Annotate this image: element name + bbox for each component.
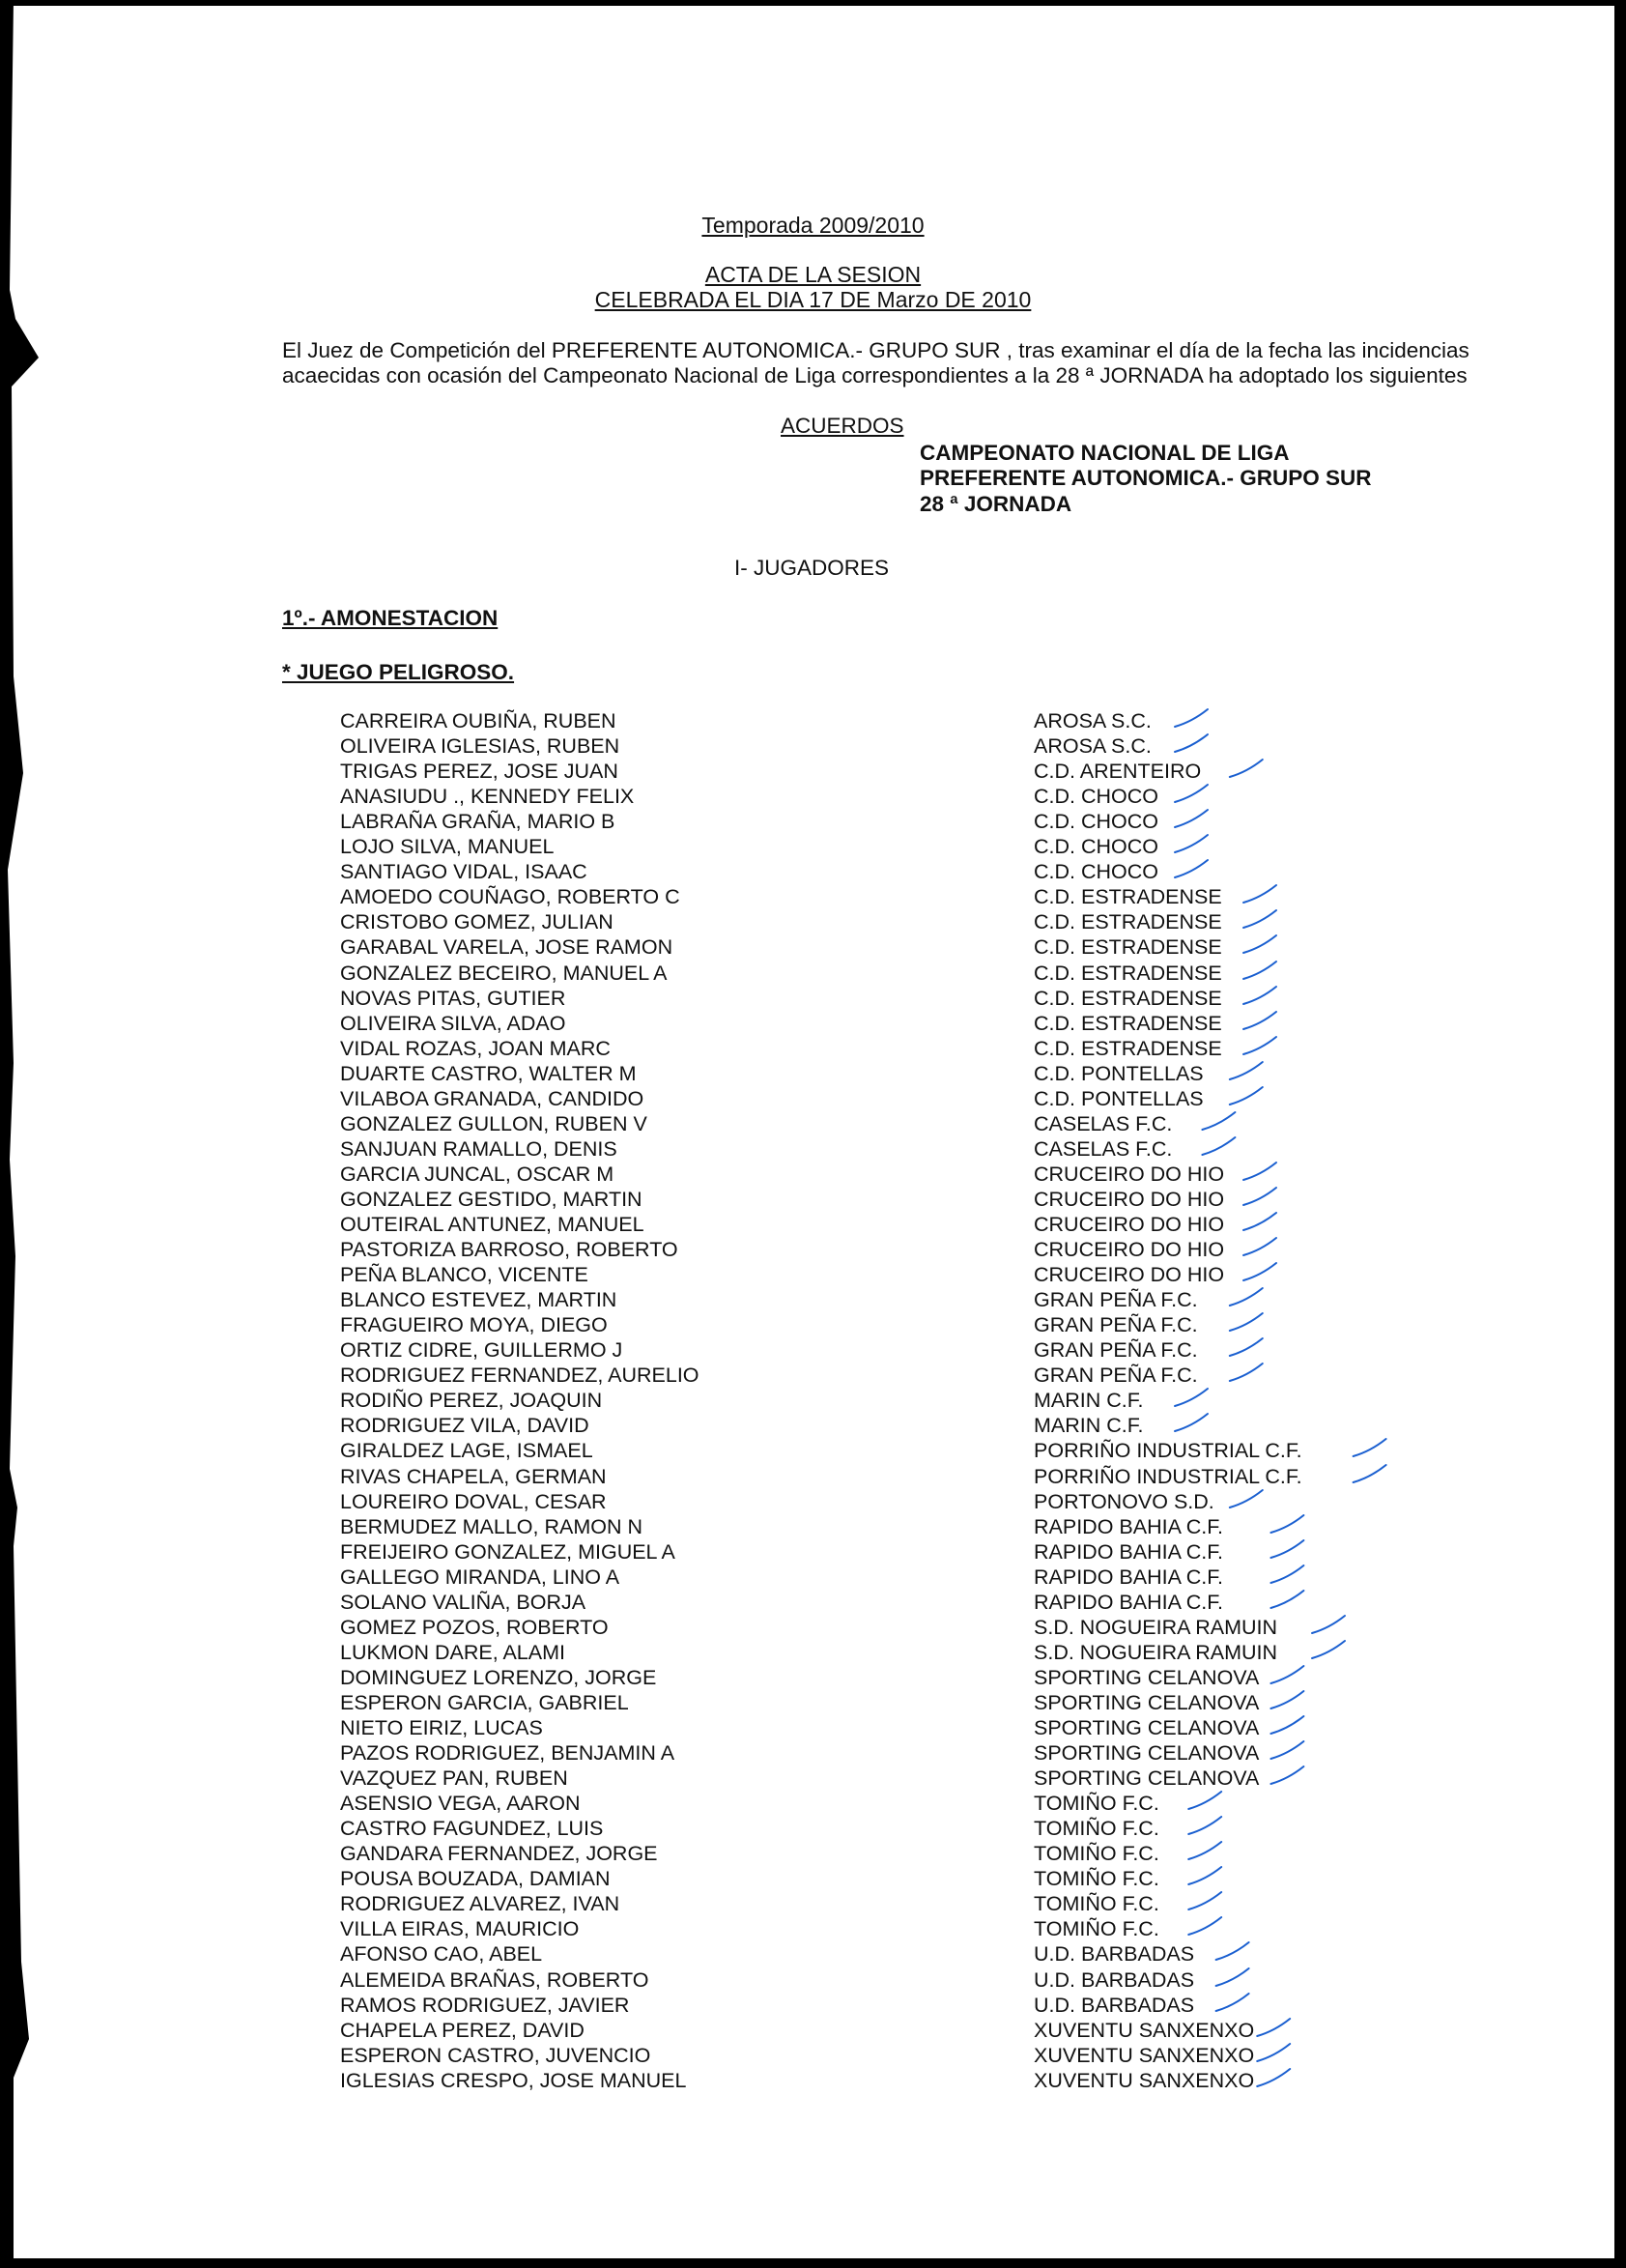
sanction-row (0, 1188, 1626, 1213)
sanction-row (0, 1465, 1626, 1490)
player-name: RAMOS RODRIGUEZ, JAVIER (340, 1994, 630, 2017)
player-name: GALLEGO MIRANDA, LINO A (340, 1565, 620, 1589)
player-name: CASTRO FAGUNDEZ, LUIS (340, 1817, 604, 1840)
category-heading: * JUEGO PELIGROSO. (282, 660, 515, 684)
club-name: TOMIÑO F.C. (1034, 1867, 1159, 1890)
sanction-row (0, 1062, 1626, 1087)
sanction-row (0, 1892, 1626, 1917)
scan-border-bottom (0, 2258, 1626, 2268)
sanction-row (0, 885, 1626, 910)
sanction-row (0, 2044, 1626, 2069)
club-name: C.D. PONTELLAS (1034, 1062, 1204, 1085)
sanction-row (0, 1917, 1626, 1942)
club-name: MARIN C.F. (1034, 1414, 1144, 1437)
player-name: LABRAÑA GRAÑA, MARIO B (340, 810, 615, 833)
sanction-row (0, 1792, 1626, 1817)
club-name: S.D. NOGUEIRA RAMUIN (1034, 1616, 1278, 1639)
player-name: LOJO SILVA, MANUEL (340, 835, 555, 858)
club-name: C.D. ESTRADENSE (1034, 885, 1222, 908)
sanction-row (0, 835, 1626, 860)
player-name: BLANCO ESTEVEZ, MARTIN (340, 1288, 617, 1311)
sanction-row (0, 1288, 1626, 1313)
sanction-row (0, 1012, 1626, 1037)
club-name: XUVENTU SANXENXO (1034, 2069, 1255, 2092)
sanction-row (0, 1338, 1626, 1364)
club-name: RAPIDO BAHIA C.F. (1034, 1591, 1223, 1614)
sanction-row (0, 1691, 1626, 1716)
club-name: C.D. CHOCO (1034, 785, 1158, 808)
sanction-row (0, 1591, 1626, 1616)
acuerdos-heading: ACUERDOS (781, 414, 904, 438)
player-name: LOUREIRO DOVAL, CESAR (340, 1490, 607, 1513)
sanction-row (0, 709, 1626, 734)
club-name: AROSA S.C. (1034, 734, 1152, 758)
player-name: BERMUDEZ MALLO, RAMON N (340, 1515, 642, 1538)
player-name: VILABOA GRANADA, CANDIDO (340, 1087, 644, 1110)
club-name: RAPIDO BAHIA C.F. (1034, 1540, 1223, 1564)
club-name: GRAN PEÑA F.C. (1034, 1313, 1198, 1336)
sanction-row (0, 962, 1626, 987)
sanction-row (0, 1439, 1626, 1464)
club-name: AROSA S.C. (1034, 709, 1152, 732)
sanction-row (0, 1213, 1626, 1238)
club-name: C.D. ARENTEIRO (1034, 760, 1202, 783)
sanction-row (0, 1766, 1626, 1792)
club-name: PORRIÑO INDUSTRIAL C.F. (1034, 1439, 1302, 1462)
player-name: GONZALEZ GULLON, RUBEN V (340, 1112, 647, 1135)
sanction-row (0, 760, 1626, 785)
player-name: NOVAS PITAS, GUTIER (340, 987, 566, 1010)
sanction-row (0, 1263, 1626, 1288)
club-name: C.D. PONTELLAS (1034, 1087, 1204, 1110)
player-name: AMOEDO COUÑAGO, ROBERTO C (340, 885, 680, 908)
competition-line-1: CAMPEONATO NACIONAL DE LIGA (920, 441, 1290, 465)
sanction-row (0, 1842, 1626, 1867)
player-name: CARREIRA OUBIÑA, RUBEN (340, 709, 616, 732)
player-name: SANTIAGO VIDAL, ISAAC (340, 860, 587, 883)
club-name: XUVENTU SANXENXO (1034, 2019, 1255, 2042)
player-name: GOMEZ POZOS, ROBERTO (340, 1616, 609, 1639)
club-name: TOMIÑO F.C. (1034, 1817, 1159, 1840)
club-name: C.D. CHOCO (1034, 835, 1158, 858)
player-name: DOMINGUEZ LORENZO, JORGE (340, 1666, 657, 1689)
sanction-row (0, 2069, 1626, 2094)
player-name: RODIÑO PEREZ, JOAQUIN (340, 1389, 603, 1412)
player-name: NIETO EIRIZ, LUCAS (340, 1716, 543, 1739)
player-name: ASENSIO VEGA, AARON (340, 1792, 581, 1815)
player-name: GARCIA JUNCAL, OSCAR M (340, 1163, 614, 1186)
sanction-row (0, 1565, 1626, 1591)
player-name: ORTIZ CIDRE, GUILLERMO J (340, 1338, 623, 1362)
sanction-row (0, 1741, 1626, 1766)
club-name: S.D. NOGUEIRA RAMUIN (1034, 1641, 1278, 1664)
player-name: DUARTE CASTRO, WALTER M (340, 1062, 637, 1085)
player-name: RODRIGUEZ VILA, DAVID (340, 1414, 589, 1437)
player-name: PASTORIZA BARROSO, ROBERTO (340, 1238, 678, 1261)
club-name: C.D. CHOCO (1034, 810, 1158, 833)
sanction-row (0, 1994, 1626, 2019)
sanction-row (0, 1716, 1626, 1741)
player-name: GARABAL VARELA, JOSE RAMON (340, 935, 673, 959)
player-name: SANJUAN RAMALLO, DENIS (340, 1137, 617, 1161)
sanction-row (0, 1540, 1626, 1565)
player-name: FRAGUEIRO MOYA, DIEGO (340, 1313, 608, 1336)
club-name: C.D. ESTRADENSE (1034, 935, 1222, 959)
club-name: PORTONOVO S.D. (1034, 1490, 1214, 1513)
player-name: VILLA EIRAS, MAURICIO (340, 1917, 580, 1940)
player-name: GONZALEZ GESTIDO, MARTIN (340, 1188, 642, 1211)
sanction-row (0, 1037, 1626, 1062)
sanction-row (0, 1817, 1626, 1842)
club-name: GRAN PEÑA F.C. (1034, 1364, 1198, 1387)
club-name: SPORTING CELANOVA (1034, 1666, 1260, 1689)
player-name: OLIVEIRA IGLESIAS, RUBEN (340, 734, 620, 758)
sanction-row (0, 1313, 1626, 1338)
sanction-row (0, 1490, 1626, 1515)
club-name: CRUCEIRO DO HIO (1034, 1213, 1225, 1236)
club-name: RAPIDO BAHIA C.F. (1034, 1515, 1223, 1538)
club-name: MARIN C.F. (1034, 1389, 1144, 1412)
player-name: OUTEIRAL ANTUNEZ, MANUEL (340, 1213, 644, 1236)
sanction-row (0, 1364, 1626, 1389)
player-name: FREIJEIRO GONZALEZ, MIGUEL A (340, 1540, 675, 1564)
club-name: TOMIÑO F.C. (1034, 1917, 1159, 1940)
club-name: CRUCEIRO DO HIO (1034, 1238, 1225, 1261)
scan-border-top (0, 0, 1626, 6)
club-name: SPORTING CELANOVA (1034, 1766, 1260, 1790)
sanction-row (0, 1414, 1626, 1439)
competition-line-2: PREFERENTE AUTONOMICA.- GRUPO SUR (920, 466, 1372, 490)
player-name: GIRALDEZ LAGE, ISMAEL (340, 1439, 593, 1462)
player-name: LUKMON DARE, ALAMI (340, 1641, 565, 1664)
player-name: RIVAS CHAPELA, GERMAN (340, 1465, 607, 1488)
sanction-row (0, 1137, 1626, 1163)
player-name: RODRIGUEZ FERNANDEZ, AURELIO (340, 1364, 699, 1387)
sanction-row (0, 1087, 1626, 1112)
club-name: TOMIÑO F.C. (1034, 1892, 1159, 1915)
title-line-2: CELEBRADA EL DIA 17 DE Marzo DE 2010 (594, 287, 1032, 312)
season-heading: Temporada 2009/2010 (701, 213, 925, 238)
club-name: SPORTING CELANOVA (1034, 1716, 1260, 1739)
club-name: C.D. ESTRADENSE (1034, 987, 1222, 1010)
club-name: C.D. ESTRADENSE (1034, 962, 1222, 985)
sanction-row (0, 1968, 1626, 1994)
player-name: AFONSO CAO, ABEL (340, 1942, 543, 1966)
player-name: CHAPELA PEREZ, DAVID (340, 2019, 585, 2042)
player-name: ALEMEIDA BRAÑAS, ROBERTO (340, 1968, 649, 1992)
sanction-row (0, 1112, 1626, 1137)
player-name: SOLANO VALIÑA, BORJA (340, 1591, 586, 1614)
club-name: C.D. ESTRADENSE (1034, 1037, 1222, 1060)
club-name: C.D. ESTRADENSE (1034, 910, 1222, 933)
club-name: SPORTING CELANOVA (1034, 1691, 1260, 1714)
player-name: VAZQUEZ PAN, RUBEN (340, 1766, 568, 1790)
sanction-row (0, 1942, 1626, 1967)
club-name: C.D. ESTRADENSE (1034, 1012, 1222, 1035)
sanction-row (0, 1867, 1626, 1892)
club-name: CRUCEIRO DO HIO (1034, 1163, 1225, 1186)
sanction-row (0, 810, 1626, 835)
sanction-row (0, 935, 1626, 961)
intro-line-1: El Juez de Competición del PREFERENTE AUTONOMICA.- GRUPO SUR , tras examinar el día de la fecha las incidencias (282, 338, 1469, 362)
club-name: PORRIÑO INDUSTRIAL C.F. (1034, 1465, 1302, 1488)
player-name: RODRIGUEZ ALVAREZ, IVAN (340, 1892, 620, 1915)
sanction-row (0, 1238, 1626, 1263)
club-name: U.D. BARBADAS (1034, 1968, 1195, 1992)
club-name: GRAN PEÑA F.C. (1034, 1338, 1198, 1362)
title-line-1: ACTA DE LA SESION (704, 262, 922, 287)
club-name: XUVENTU SANXENXO (1034, 2044, 1255, 2067)
club-name: CRUCEIRO DO HIO (1034, 1263, 1225, 1286)
sanction-row (0, 1666, 1626, 1691)
sanction-row (0, 785, 1626, 810)
sanction-row (0, 1163, 1626, 1188)
club-name: TOMIÑO F.C. (1034, 1842, 1159, 1865)
club-name: RAPIDO BAHIA C.F. (1034, 1565, 1223, 1589)
player-name: ESPERON GARCIA, GABRIEL (340, 1691, 629, 1714)
player-name: VIDAL ROZAS, JOAN MARC (340, 1037, 611, 1060)
sanction-row (0, 1616, 1626, 1641)
club-name: CRUCEIRO DO HIO (1034, 1188, 1225, 1211)
club-name: CASELAS F.C. (1034, 1112, 1173, 1135)
player-name: PEÑA BLANCO, VICENTE (340, 1263, 588, 1286)
player-name: POUSA BOUZADA, DAMIAN (340, 1867, 611, 1890)
section-heading: I- JUGADORES (734, 556, 890, 580)
club-name: U.D. BARBADAS (1034, 1942, 1195, 1966)
player-name: ANASIUDU ., KENNEDY FELIX (340, 785, 635, 808)
player-name: CRISTOBO GOMEZ, JULIAN (340, 910, 613, 933)
club-name: C.D. CHOCO (1034, 860, 1158, 883)
player-name: GONZALEZ BECEIRO, MANUEL A (340, 962, 668, 985)
sanction-row (0, 987, 1626, 1012)
club-name: SPORTING CELANOVA (1034, 1741, 1260, 1765)
player-name: ESPERON CASTRO, JUVENCIO (340, 2044, 651, 2067)
club-name: U.D. BARBADAS (1034, 1994, 1195, 2017)
sanction-row (0, 910, 1626, 935)
subsection-heading: 1º.- AMONESTACION (282, 606, 499, 630)
sanction-row (0, 734, 1626, 760)
competition-line-3: 28 ª JORNADA (920, 492, 1072, 516)
sanction-row (0, 1389, 1626, 1414)
sanction-row (0, 1515, 1626, 1540)
player-name: PAZOS RODRIGUEZ, BENJAMIN A (340, 1741, 675, 1765)
intro-line-2: acaecidas con ocasión del Campeonato Nacional de Liga correspondientes a la 28 ª JORNADA ha adoptado los siguientes (282, 363, 1468, 388)
club-name: CASELAS F.C. (1034, 1137, 1173, 1161)
player-name: GANDARA FERNANDEZ, JORGE (340, 1842, 658, 1865)
player-name: OLIVEIRA SILVA, ADAO (340, 1012, 566, 1035)
sanction-row (0, 1641, 1626, 1666)
club-name: TOMIÑO F.C. (1034, 1792, 1159, 1815)
sanction-row (0, 860, 1626, 885)
player-name: TRIGAS PEREZ, JOSE JUAN (340, 760, 618, 783)
club-name: GRAN PEÑA F.C. (1034, 1288, 1198, 1311)
sanction-row (0, 2019, 1626, 2044)
player-name: IGLESIAS CRESPO, JOSE MANUEL (340, 2069, 687, 2092)
